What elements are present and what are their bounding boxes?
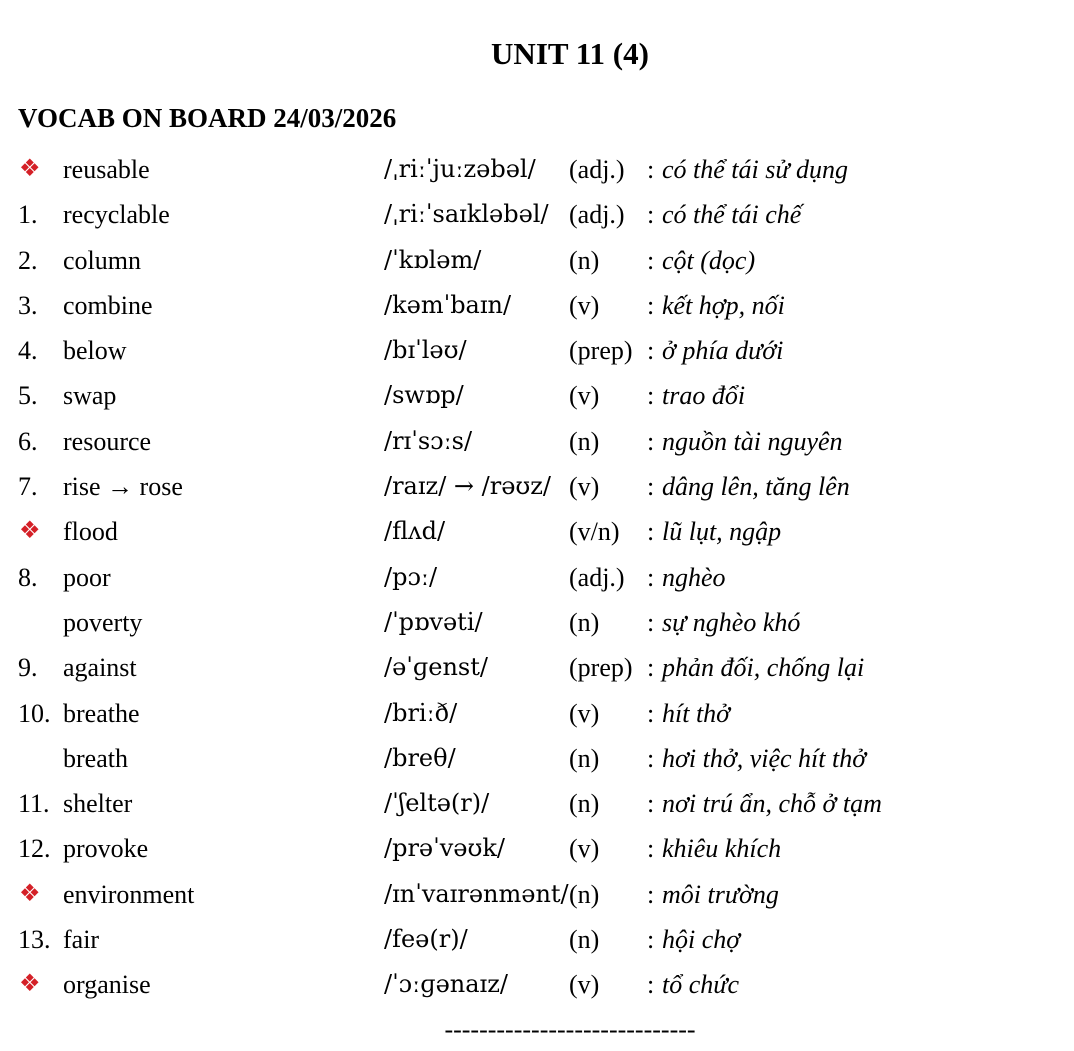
- vocab-word: below: [63, 336, 127, 366]
- vocab-ipa: /feə(r)/: [384, 925, 468, 954]
- vocab-pos: (n): [569, 245, 600, 275]
- vocab-meaning: phản đối, chống lại: [662, 653, 865, 683]
- vocab-pos: (v): [569, 381, 600, 411]
- vocab-word: environment: [63, 879, 195, 909]
- vocab-row: [0, 826, 1074, 871]
- vocab-ipa: /ˈkɒləm/: [384, 245, 482, 274]
- vocab-pos: (v/n): [569, 517, 620, 547]
- vocab-colon: :: [647, 607, 655, 637]
- vocab-row: [0, 736, 1074, 781]
- vocab-pos: (n): [569, 789, 600, 819]
- vocab-ipa: /rɪˈsɔːs/: [384, 426, 473, 455]
- vocab-pos: (v): [569, 698, 600, 728]
- vocab-pos: (v): [569, 472, 600, 502]
- row-marker: 13.: [18, 925, 51, 955]
- vocab-colon: :: [647, 472, 655, 502]
- vocab-row: [0, 917, 1074, 962]
- vocab-row: [0, 600, 1074, 645]
- vocab-word: breathe: [63, 698, 140, 728]
- vocab-pos: (prep): [569, 653, 633, 683]
- vocab-word: poverty: [63, 607, 143, 637]
- vocab-meaning: ở phía dưới: [662, 336, 784, 366]
- vocab-pos: (n): [569, 607, 600, 637]
- vocab-word: rise → rose: [63, 472, 183, 502]
- page-title: UNIT 11 (4): [491, 36, 649, 71]
- vocab-colon: :: [647, 698, 655, 728]
- vocab-ipa: /raɪz/ → /rəʊz/: [384, 472, 552, 501]
- vocab-row: [0, 781, 1074, 826]
- vocab-word: combine: [63, 290, 153, 320]
- vocab-ipa: /kəmˈbaɪn/: [384, 290, 512, 319]
- vocab-meaning: có thể tái sử dụng: [662, 155, 849, 184]
- row-marker: 6.: [18, 426, 38, 456]
- vocab-colon: :: [647, 879, 655, 909]
- vocab-colon: :: [647, 970, 655, 1000]
- vocab-row: [0, 238, 1074, 283]
- row-marker: 7.: [18, 472, 38, 502]
- vocab-ipa: /breθ/: [384, 743, 456, 772]
- vocab-ipa: /pɔː/: [384, 562, 438, 591]
- row-marker: 2.: [18, 245, 38, 275]
- vocab-meaning: kết hợp, nối: [662, 290, 785, 320]
- vocab-word: swap: [63, 381, 117, 411]
- vocab-word: poor: [63, 562, 111, 592]
- vocab-word: fair: [63, 925, 100, 955]
- row-marker: 10.: [18, 698, 51, 728]
- vocab-ipa: /prəˈvəʊk/: [384, 834, 505, 863]
- row-marker: 3.: [18, 290, 38, 320]
- vocab-word: recyclable: [63, 200, 170, 230]
- vocab-ipa: /swɒp/: [384, 381, 464, 410]
- vocab-meaning: môi trường: [662, 879, 779, 909]
- vocab-ipa: /briːð/: [384, 698, 458, 727]
- vocab-word: breath: [63, 743, 128, 773]
- vocab-meaning: trao đổi: [662, 381, 746, 411]
- vocab-word: flood: [63, 517, 118, 547]
- vocab-colon: :: [647, 653, 655, 683]
- vocab-pos: (n): [569, 925, 600, 955]
- vocab-pos: (n): [569, 879, 600, 909]
- vocab-colon: :: [647, 336, 655, 366]
- vocab-meaning: hội chợ: [662, 925, 741, 955]
- vocab-row: [0, 147, 1074, 192]
- vocab-row: [0, 555, 1074, 600]
- vocab-heading: VOCAB ON BOARD 24/03/2026: [18, 103, 397, 133]
- vocab-pos: (v): [569, 290, 600, 320]
- diamond-bullet-icon: ❖: [19, 971, 41, 998]
- vocab-ipa: /bɪˈləʊ/: [384, 336, 467, 365]
- vocab-meaning: nguồn tài nguyên: [662, 426, 843, 456]
- row-marker: 11.: [18, 789, 50, 819]
- row-marker: 12.: [18, 834, 51, 864]
- vocab-meaning: có thể tái chế: [662, 200, 802, 230]
- vocab-ipa: /ˈɔːɡənaɪz/: [384, 970, 508, 999]
- row-marker: 1.: [18, 200, 38, 230]
- vocab-meaning: nghèo: [662, 562, 726, 592]
- vocab-colon: :: [647, 245, 655, 275]
- vocab-meaning: sự nghèo khó: [662, 607, 801, 637]
- vocab-meaning: lũ lụt, ngập: [662, 517, 782, 547]
- vocab-colon: :: [647, 789, 655, 819]
- vocab-colon: :: [647, 562, 655, 592]
- vocab-row: [0, 645, 1074, 690]
- vocab-ipa: /əˈɡenst/: [384, 653, 488, 682]
- divider-line: -----------------------------: [444, 1015, 696, 1044]
- vocab-colon: :: [647, 200, 655, 230]
- row-marker: 5.: [18, 381, 38, 411]
- row-marker: 8.: [18, 562, 38, 592]
- vocab-word: organise: [63, 970, 151, 1000]
- vocab-ipa: /flʌd/: [384, 517, 446, 546]
- vocab-ipa: /ˌriːˈsaɪkləbəl/: [384, 200, 549, 229]
- vocab-colon: :: [647, 290, 655, 320]
- row-marker: 4.: [18, 336, 38, 366]
- vocab-word: against: [63, 653, 137, 683]
- vocab-row: [0, 962, 1074, 1007]
- vocab-row: [0, 509, 1074, 554]
- vocab-colon: :: [647, 834, 655, 864]
- diamond-bullet-icon: ❖: [19, 518, 41, 545]
- vocab-row: [0, 192, 1074, 237]
- vocab-row: [0, 328, 1074, 373]
- vocab-meaning: khiêu khích: [662, 834, 782, 864]
- vocab-row: [0, 373, 1074, 418]
- diamond-bullet-icon: ❖: [19, 880, 41, 907]
- vocab-pos: (prep): [569, 336, 633, 366]
- vocab-colon: :: [647, 155, 655, 184]
- vocab-meaning: dâng lên, tăng lên: [662, 472, 850, 502]
- vocab-meaning: tổ chức: [662, 970, 739, 1000]
- vocab-pos: (n): [569, 743, 600, 773]
- vocab-row: [0, 283, 1074, 328]
- vocab-pos: (n): [569, 426, 600, 456]
- vocab-row: [0, 419, 1074, 464]
- vocab-pos: (v): [569, 970, 600, 1000]
- vocab-row: [0, 872, 1074, 917]
- vocab-colon: :: [647, 743, 655, 773]
- vocab-ipa: /ɪnˈvaɪrənmənt/: [384, 879, 569, 908]
- vocab-colon: :: [647, 517, 655, 547]
- vocab-pos: (adj.): [569, 562, 625, 592]
- vocab-colon: :: [647, 925, 655, 955]
- vocab-colon: :: [647, 426, 655, 456]
- vocab-colon: :: [647, 381, 655, 411]
- vocab-word: shelter: [63, 789, 133, 819]
- vocab-meaning: hơi thở, việc hít thở: [662, 743, 867, 773]
- vocab-word: resource: [63, 426, 152, 456]
- vocab-row: [0, 691, 1074, 736]
- vocab-list: [0, 147, 1074, 1008]
- vocab-ipa: /ˈʃeltə(r)/: [384, 789, 490, 818]
- vocab-pos: (adj.): [569, 155, 625, 184]
- vocab-row: [0, 464, 1074, 509]
- vocab-word: column: [63, 245, 141, 275]
- vocab-pos: (adj.): [569, 200, 625, 230]
- vocab-word: provoke: [63, 834, 149, 864]
- diamond-bullet-icon: ❖: [19, 156, 41, 182]
- vocab-ipa: /ˌriːˈjuːzəbəl/: [384, 155, 536, 183]
- vocab-ipa: /ˈpɒvəti/: [384, 607, 483, 636]
- vocab-word: reusable: [63, 155, 150, 184]
- vocab-meaning: hít thở: [662, 698, 731, 728]
- vocab-pos: (v): [569, 834, 600, 864]
- vocab-meaning: cột (dọc): [662, 245, 756, 275]
- row-marker: 9.: [18, 653, 38, 683]
- vocab-meaning: nơi trú ẩn, chỗ ở tạm: [662, 789, 882, 819]
